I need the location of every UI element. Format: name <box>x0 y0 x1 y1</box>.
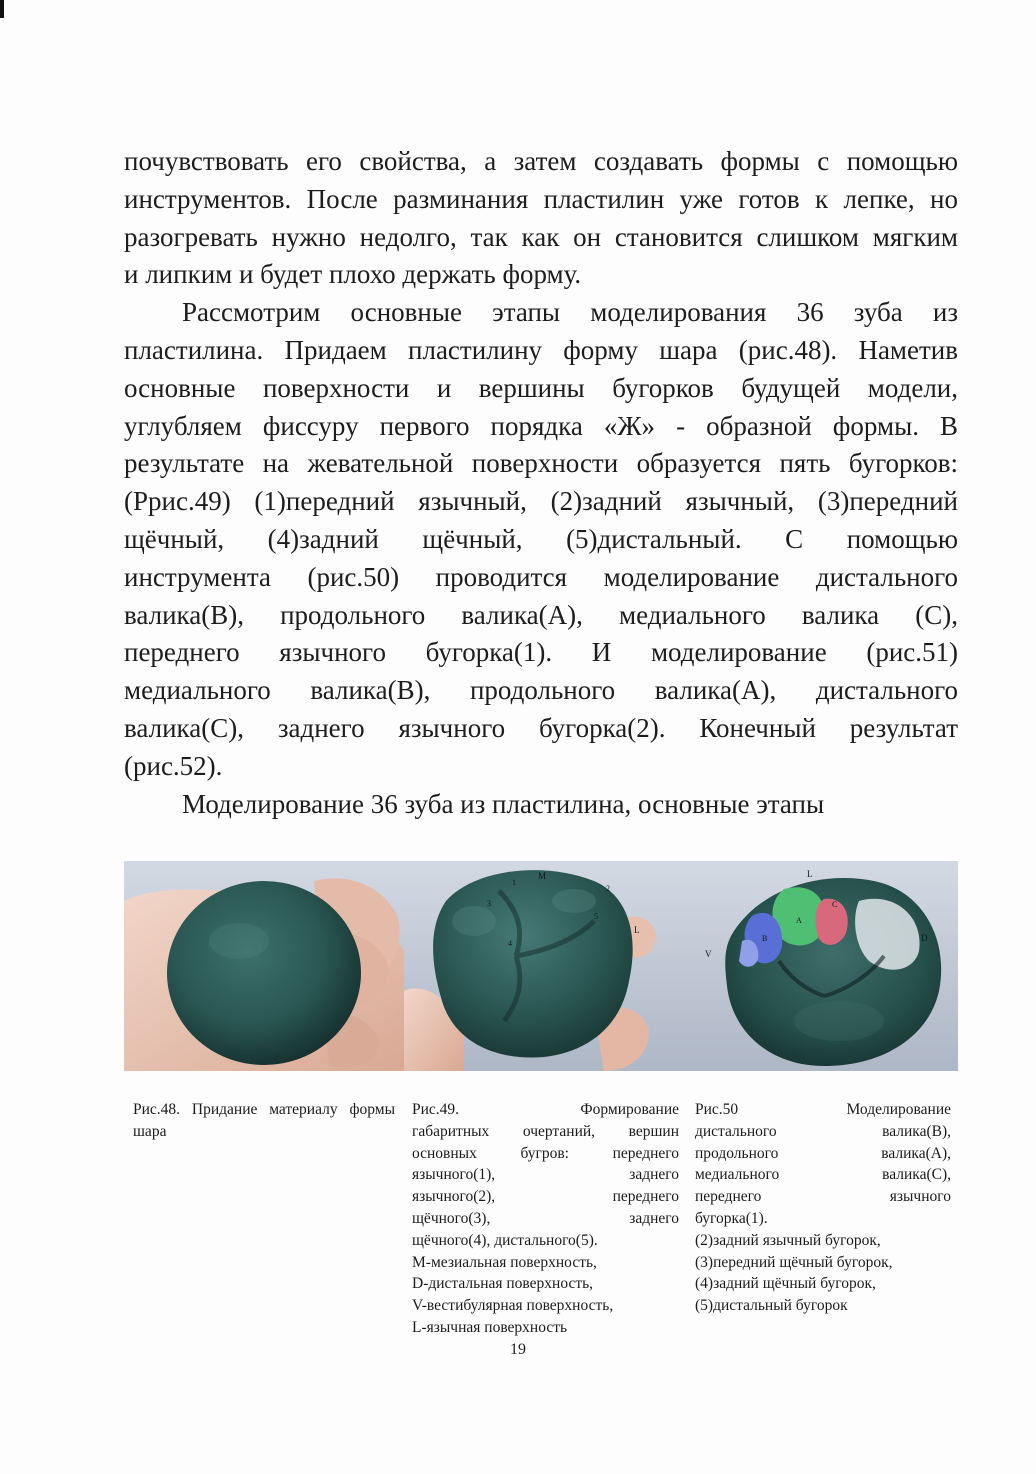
figure-photo-strip <box>124 861 958 1071</box>
photo-fig50 <box>687 861 958 1071</box>
fig49-label-l: L <box>634 925 640 935</box>
figures-title: Моделирование 36 зуба из пластилина, основные этапы <box>182 789 825 819</box>
caption-line: (2)задний язычный бугорок, <box>695 1231 881 1249</box>
paragraph-1-line: щёчный, (4)задний щёчный, (5)дистальный. С помощью <box>124 523 958 554</box>
paragraph-1-line: инструмента (рис.50) проводится моделирование дистального <box>124 561 958 592</box>
fig50-label-a: A <box>796 916 802 925</box>
caption-line: бугорка(1). <box>695 1209 768 1227</box>
paragraph-0-line: и липким и будет плохо держать форму. <box>124 259 582 290</box>
caption-line: язычного(1), заднего <box>412 1166 679 1184</box>
caption-line: переднего язычного <box>695 1188 951 1206</box>
fig50-label-d: D <box>921 933 928 943</box>
caption-line: щёчного(3), заднего <box>412 1209 679 1227</box>
paragraph-0-line: почувствовать его свойства, а затем создавать формы с помощью <box>124 146 958 176</box>
fig50-label-v: V <box>705 949 712 959</box>
paragraph-1-line: Рассмотрим основные этапы моделирования 36 зуба из <box>182 297 958 328</box>
caption-line: габаритных очертаний, вершин <box>412 1122 679 1140</box>
caption-line: Рис.49. Формирование <box>412 1101 679 1118</box>
paragraph-1-line: переднего язычного бугорка(1). И моделирование (рис.51) <box>124 637 958 668</box>
fig50-label-c: C <box>832 900 838 909</box>
paragraph-1-line: основные поверхности и вершины бугорков будущей модели, <box>124 372 958 403</box>
caption-line: (3)передний щёчный бугорок, <box>695 1253 893 1271</box>
paragraph-1-line: медиального валика(В), продольного валика(А), дистального <box>124 675 958 706</box>
fig50-label-b: B <box>762 934 768 943</box>
caption-line: V-вестибулярная поверхность, <box>412 1297 614 1315</box>
paragraph-1-line: (Ррис.49) (1)передний язычный, (2)задний язычный, (3)передний <box>124 486 958 517</box>
fig49-label-m: M <box>538 871 547 881</box>
body-text <box>124 143 958 786</box>
paragraph-1-line: углубляем фиссуру первого порядка «Ж» - образной формы. В <box>124 410 958 441</box>
caption-line: D-дистальная поверхность, <box>412 1275 594 1293</box>
photo-fig48 <box>124 861 404 1071</box>
paragraph-1-line: (рис.52). <box>124 750 223 781</box>
scan-edge-mark <box>0 0 4 18</box>
caption-line: основных бугров: переднего <box>412 1144 679 1162</box>
caption-line: (4)задний щёчный бугорок, <box>695 1275 876 1293</box>
fig50-label-l: L <box>807 869 813 879</box>
fig49-label-3: 3 <box>487 899 491 908</box>
caption-line: дистального валика(В), <box>695 1122 951 1140</box>
caption-line: Рис.50 Моделирование <box>695 1101 951 1118</box>
caption-line: щёчного(4), дистального(5). <box>412 1231 598 1249</box>
caption-line: Рис.48. Придание материалу формы шара <box>133 1101 395 1140</box>
caption-line: L-язычная поверхность <box>412 1318 568 1336</box>
paragraph-1-line: результате на жевательной поверхности образуется пять бугорков: <box>124 448 958 479</box>
paragraph-1-line: валика(В), продольного валика(А), медиального валика (С), <box>124 599 958 630</box>
fig49-label-2: 2 <box>606 884 610 893</box>
caption-fig50 <box>695 1099 951 1317</box>
fig49-label-5: 5 <box>594 912 598 921</box>
fig49-label-4: 4 <box>508 939 512 948</box>
photo-fig49 <box>404 861 687 1071</box>
paragraph-1-line: валика(С), заднего язычного бугорка(2). Конечный результат <box>124 712 958 743</box>
paragraph-0-line: разогревать нужно недолго, так как он становится слишком мягким <box>124 221 958 252</box>
fig49-label-1: 1 <box>512 878 516 887</box>
paragraph-0-line: инструментов. После разминания пластилин уже готов к лепке, но <box>124 183 958 214</box>
caption-line: (5)дистальный бугорок <box>695 1297 848 1315</box>
caption-line: язычного(2), переднего <box>412 1188 679 1206</box>
caption-line: медиального валика(С), <box>695 1166 951 1184</box>
caption-fig49 <box>412 1099 679 1339</box>
caption-line: продольного валика(А), <box>695 1144 951 1162</box>
page-number: 19 <box>510 1341 526 1358</box>
paragraph-1-line: пластилина. Придаем пластилину форму шара (рис.48). Наметив <box>124 334 958 365</box>
caption-line: М-мезиальная поверхность, <box>412 1253 597 1271</box>
caption-fig48 <box>133 1099 395 1143</box>
